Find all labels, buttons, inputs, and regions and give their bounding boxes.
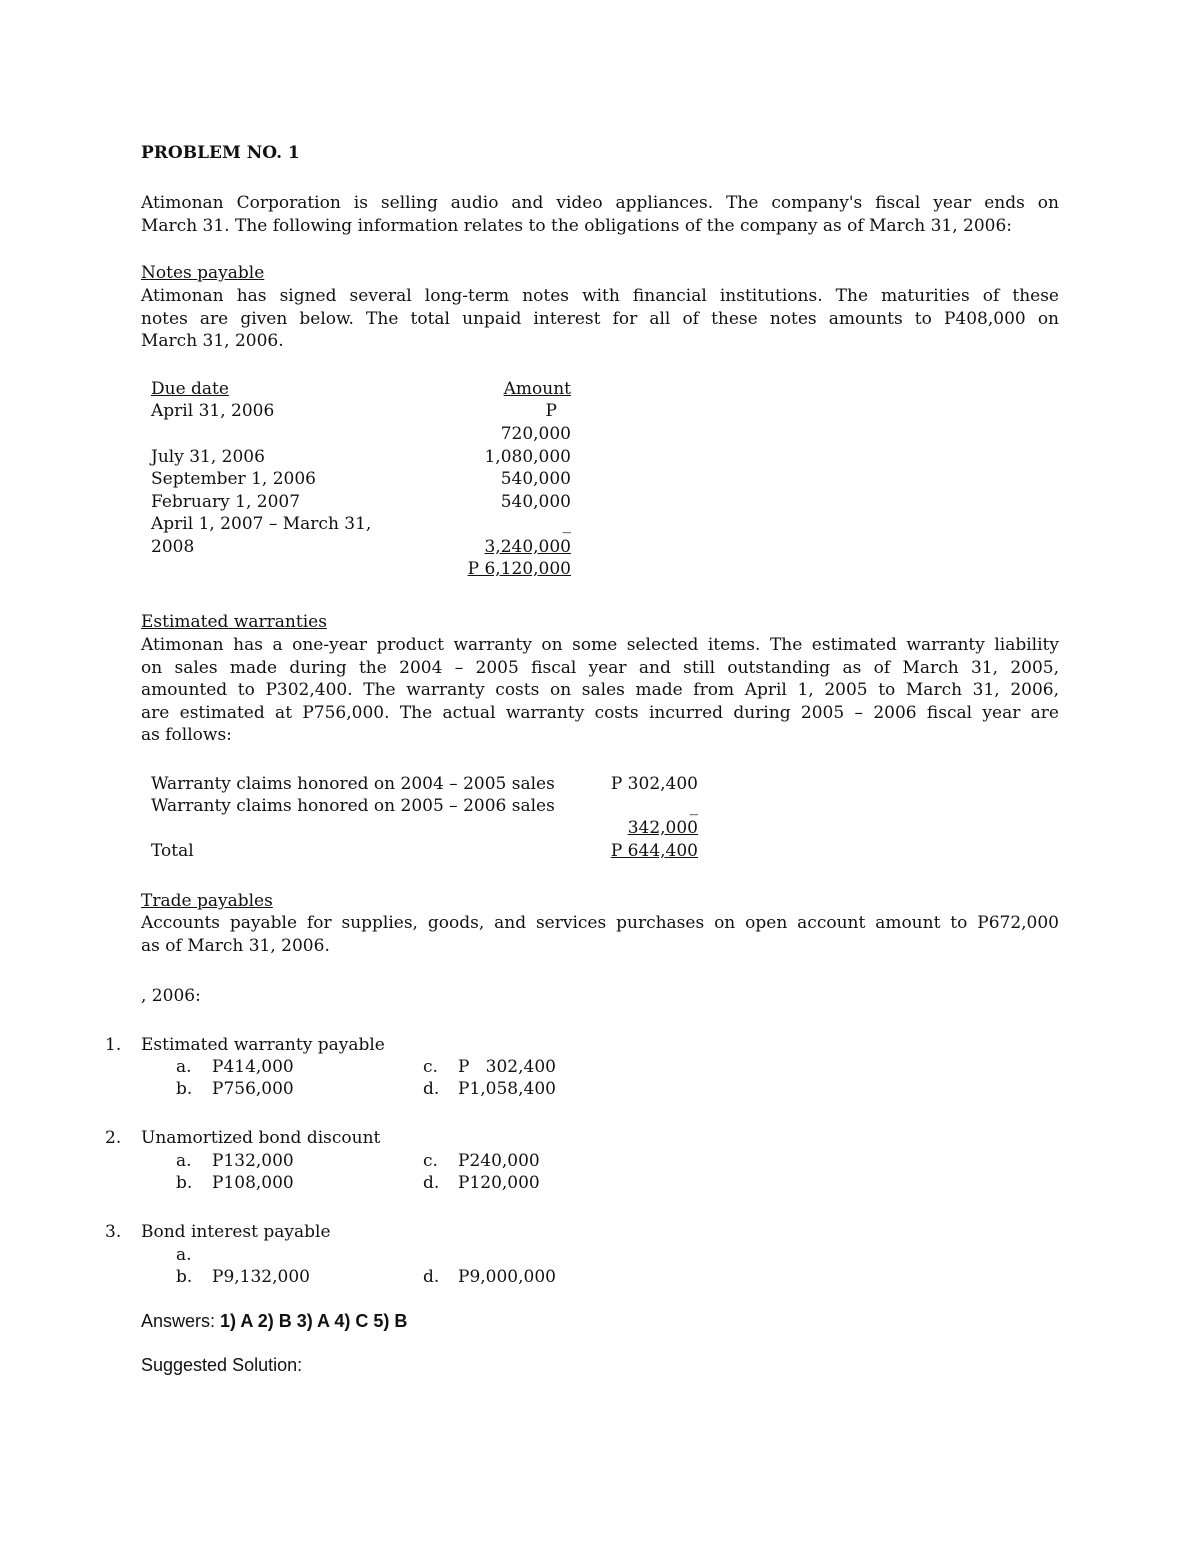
claims-label: Warranty claims honored on 2005 – 2006 sales (151, 796, 555, 816)
warranties-heading: Estimated warranties (141, 612, 327, 632)
question-title: Bond interest payable (141, 1222, 331, 1242)
notes-line: notes are given below. The total unpaid interest for all of these notes amounts to P408,000 on (141, 308, 1059, 329)
choice-letter: d. (423, 1267, 440, 1287)
amount-header: Amount (503, 379, 571, 399)
warranties-paragraph (141, 634, 1059, 747)
claims-label: Warranty claims honored on 2004 – 2005 sales (151, 774, 555, 794)
notes-payable-heading: Notes payable (141, 263, 265, 283)
choice-value: P9,132,000 (212, 1267, 310, 1287)
question-intro: , 2006: (141, 986, 201, 1006)
choice-letter: c. (423, 1057, 438, 1077)
choice-value: P108,000 (212, 1173, 294, 1193)
notes-line: Atimonan has signed several long-term notes with financial institutions. The maturities of these (141, 286, 1059, 306)
intro-paragraph (141, 192, 1059, 237)
choice-letter: d. (423, 1079, 440, 1099)
trade-line: as of March 31, 2006. (141, 935, 330, 956)
choice-value: P756,000 (212, 1079, 294, 1099)
due-date-header: Due date (151, 379, 229, 399)
question-title: Estimated warranty payable (141, 1035, 385, 1055)
due-date-cell: April 1, 2007 – March 31, (151, 514, 372, 534)
amount-cell: 1,080,000 (484, 447, 571, 467)
choice-letter: b. (176, 1173, 193, 1193)
warranties-line: on sales made during the 2004 – 2005 fiscal year and still outstanding as of March 31, 2005, (141, 657, 1059, 678)
amount-cell: 540,000 (500, 469, 571, 489)
notes-payable-paragraph (141, 285, 1059, 353)
question-number: 3. (105, 1222, 122, 1242)
problem-title: PROBLEM NO. 1 (141, 143, 300, 163)
choice-letter: b. (176, 1267, 193, 1287)
choice-value: P9,000,000 (458, 1267, 556, 1287)
claims-amount: P 302,400 (610, 774, 698, 794)
warranties-line: are estimated at P756,000. The actual warranty costs incurred during 2005 – 2006 fiscal year are (141, 702, 1059, 723)
due-date-cell: July 31, 2006 (151, 447, 265, 467)
intro-line: Atimonan Corporation is selling audio and video appliances. The company's fiscal year ends on (141, 193, 1059, 213)
due-date-cell: April 31, 2006 (151, 401, 275, 421)
trade-payables-heading: Trade payables (141, 891, 273, 911)
choice-letter: a. (176, 1245, 192, 1265)
question-number: 2. (105, 1128, 122, 1148)
trade-line: Accounts payable for supplies, goods, and services purchases on open account amount to P672,000 (141, 913, 1059, 933)
amount-cell: 720,000 (500, 424, 571, 444)
choice-value: P414,000 (212, 1057, 294, 1077)
question-number: 1. (105, 1035, 122, 1055)
answers-value: 1) A 2) B 3) A 4) C 5) B (220, 1311, 408, 1331)
due-date-cell: 2008 (151, 537, 195, 557)
answers-line (141, 1310, 407, 1333)
trade-payables-paragraph (141, 912, 1059, 957)
suggested-solution-heading: Suggested Solution: (141, 1355, 303, 1375)
choice-value: P120,000 (458, 1173, 540, 1193)
claims-total-label: Total (151, 841, 194, 861)
warranties-line: amounted to P302,400. The warranty costs on sales made from April 1, 2005 to March 31, 2006, (141, 680, 1059, 700)
claims-total-amount: P 644,400 (610, 841, 698, 861)
answers-label: Answers: (141, 1311, 221, 1331)
choice-letter: d. (423, 1173, 440, 1193)
notes-total: P 6,120,000 (467, 559, 571, 579)
amount-cell: P (545, 401, 557, 421)
intro-line: March 31. The following information relates to the obligations of the company as of March 31, 2006: (141, 215, 1013, 236)
choice-value: P132,000 (212, 1151, 294, 1171)
choice-value: P1,058,400 (458, 1079, 556, 1099)
due-date-cell: September 1, 2006 (151, 469, 316, 489)
choice-letter: c. (423, 1151, 438, 1171)
choice-value: P 302,400 (458, 1057, 556, 1077)
choice-letter: a. (176, 1057, 192, 1077)
amount-cell: 540,000 (500, 492, 571, 512)
claims-amount: _ (689, 796, 698, 816)
due-date-cell: February 1, 2007 (151, 492, 301, 512)
choice-letter: a. (176, 1151, 192, 1171)
amount-cell: 3,240,000 (484, 537, 571, 557)
notes-line: March 31, 2006. (141, 331, 284, 351)
amount-cell: _ (562, 514, 571, 534)
warranties-line: Atimonan has a one-year product warranty on some selected items. The estimated warranty liability (141, 635, 1059, 655)
question-title: Unamortized bond discount (141, 1128, 381, 1148)
choice-letter: b. (176, 1079, 193, 1099)
choice-value: P240,000 (458, 1151, 540, 1171)
claims-amount: 342,000 (627, 818, 698, 838)
warranties-line: as follows: (141, 725, 232, 745)
